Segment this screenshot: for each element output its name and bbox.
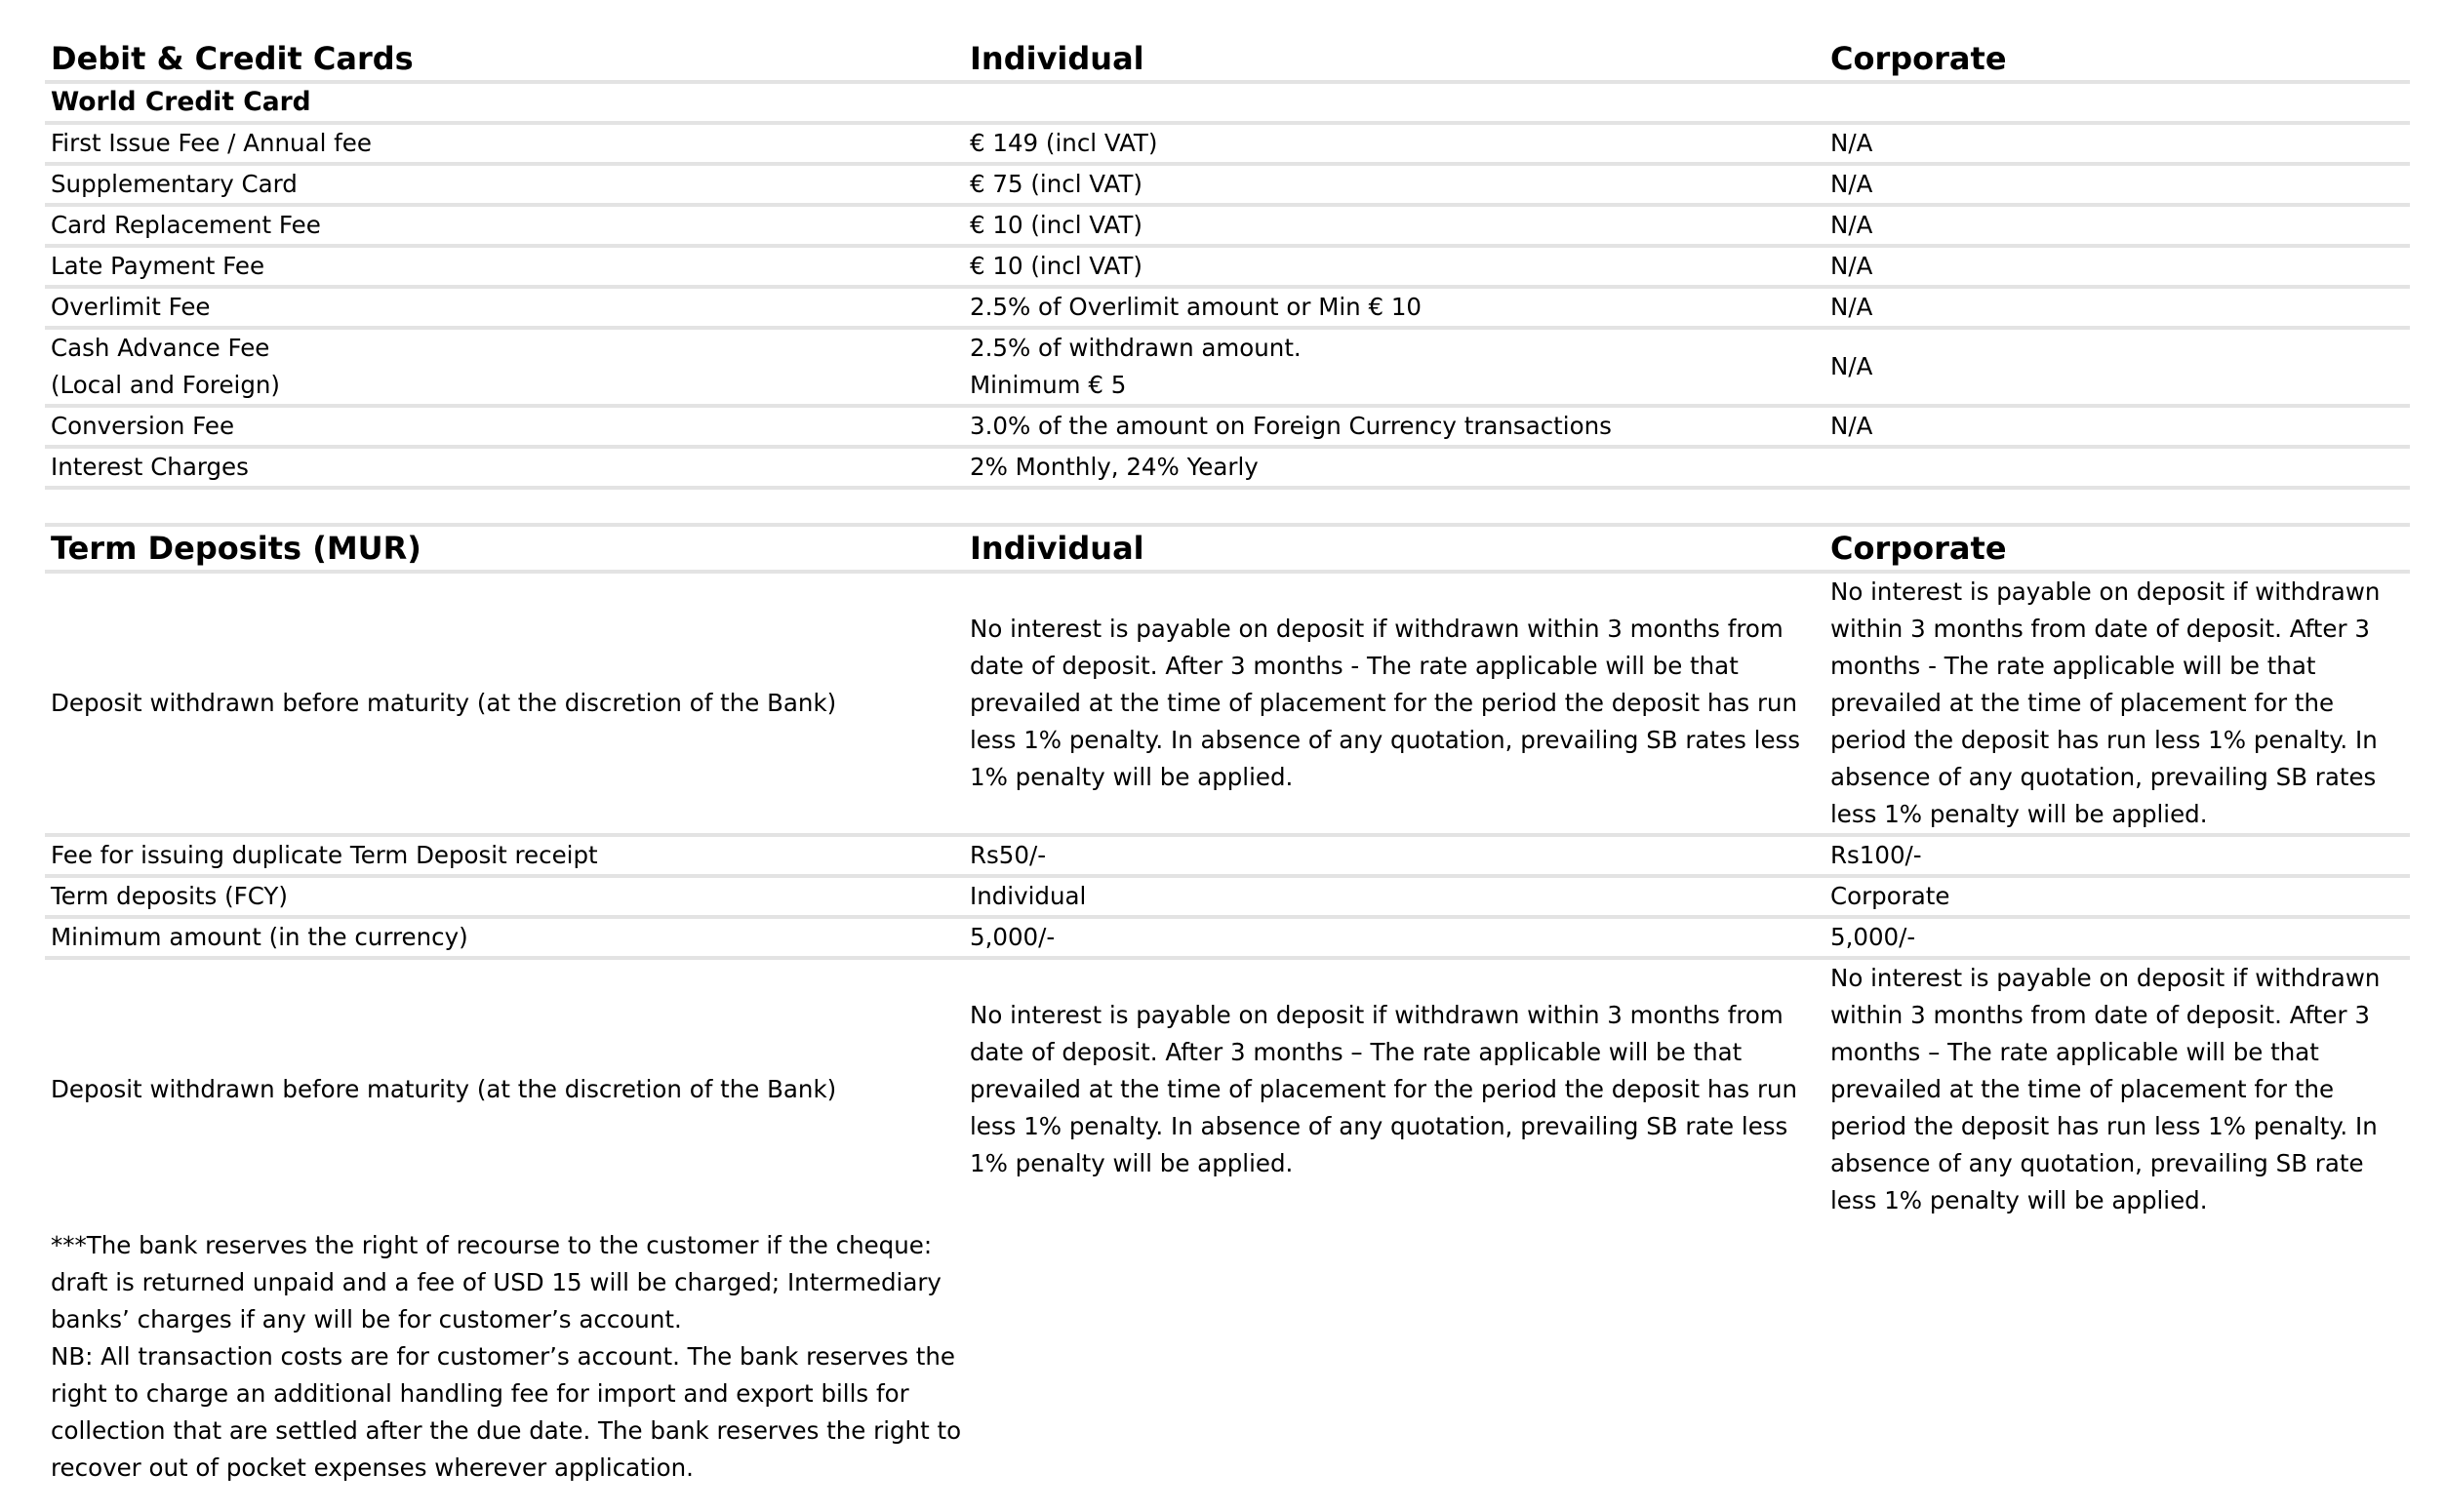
table-row [45,287,2410,328]
corporate-value: N/A [1824,406,2410,447]
table-row [45,876,2410,917]
corporate-value: N/A [1824,328,2410,406]
fee-label [45,328,964,406]
nb-note: NB: All transaction costs are for customer’s account. The bank reserves the right to charge an additional handling fee for import and export bills for collection that are settled after the due date. The bank reserves the right to recover out of pocket expenses wherever application. [51,1342,962,1482]
individual-value: Rs50/- [964,835,1824,876]
deposits-corporate-heading: Corporate [1824,525,2410,572]
fee-schedule [45,37,2410,1219]
individual-value [964,328,1824,406]
cash-advance-label-line: (Local and Foreign) [51,371,280,399]
individual-value: No interest is payable on deposit if withdrawn within 3 months from date of deposit. After 3 months – The rate applicable will be that prevailed at the time of placement for the period the deposit has run less 1% penalty. In absence of any quotation, prevailing SB rate less 1% penalty will be applied. [970,1001,1798,1177]
corporate-value: N/A [1824,205,2410,246]
corporate-value [1824,447,2410,488]
cards-individual-heading: Individual [964,37,1824,82]
individual-value: € 10 (incl VAT) [964,246,1824,287]
fee-label: Late Payment Fee [45,246,964,287]
individual-value: 2% Monthly, 24% Yearly [964,447,1824,488]
corporate-value: Rs100/- [1824,835,2410,876]
fee-label: First Issue Fee / Annual fee [45,123,964,164]
cards-section-title: Debit & Credit Cards [45,37,964,82]
individual-value: € 149 (incl VAT) [964,123,1824,164]
corporate-value: N/A [1824,246,2410,287]
corporate-value: No interest is payable on deposit if withdrawn within 3 months from date of deposit. After 3 months - The rate applicable will be that prevailed at the time of placement for the period the deposit has run less 1% penalty. In absence of any quotation, prevailing SB rates less 1% penalty will be applied. [1824,572,2410,835]
corporate-value: N/A [1824,287,2410,328]
table-row [45,246,2410,287]
table-row [45,164,2410,205]
individual-value: 2.5% of Overlimit amount or Min € 10 [964,287,1824,328]
fee-label: Deposit withdrawn before maturity (at the discretion of the Bank) [45,572,964,835]
deposits-header-row [45,525,2410,572]
world-credit-card-row [45,82,2410,123]
corporate-value: N/A [1824,123,2410,164]
table-row [45,447,2410,488]
individual-value: 5,000/- [964,917,1824,958]
table-row [45,406,2410,447]
cards-corporate-heading: Corporate [1824,37,2410,82]
individual-value: No interest is payable on deposit if withdrawn within 3 months from date of deposit. After 3 months - The rate applicable will be that prevailed at the time of placement for the period the deposit has run less 1% penalty. In absence of any quotation, prevailing SB rates less 1% penalty will be applied. [964,572,1824,835]
table-row [45,205,2410,246]
fee-label: Card Replacement Fee [45,205,964,246]
footnotes [51,1227,968,1487]
table-row [45,328,2410,406]
fee-label: Conversion Fee [45,406,964,447]
individual-value: Individual [964,876,1824,917]
world-credit-card-heading: World Credit Card [45,82,964,123]
table-row [45,123,2410,164]
individual-value: € 75 (incl VAT) [964,164,1824,205]
fee-label: Fee for issuing duplicate Term Deposit receipt [45,835,964,876]
corporate-value: Corporate [1824,876,2410,917]
fee-label: Deposit withdrawn before maturity (at the discretion of the Bank) [51,1075,837,1103]
fee-label: Interest Charges [45,447,964,488]
table-row [45,835,2410,876]
deposits-individual-heading: Individual [964,525,1824,572]
individual-value: € 10 (incl VAT) [964,205,1824,246]
fee-label: Term deposits (FCY) [45,876,964,917]
corporate-value: 5,000/- [1824,917,2410,958]
deposits-section-title: Term Deposits (MUR) [45,525,964,572]
fee-label: Overlimit Fee [45,287,964,328]
fee-table [45,37,2410,1219]
corporate-value: N/A [1824,164,2410,205]
cash-advance-value-line: Minimum € 5 [970,371,1127,399]
cash-advance-label-line: Cash Advance Fee [51,334,270,362]
cash-advance-value-line: 2.5% of withdrawn amount. [970,334,1302,362]
table-row [45,958,2410,1219]
individual-value: 3.0% of the amount on Foreign Currency transactions [964,406,1824,447]
fee-label: Supplementary Card [45,164,964,205]
corporate-value: No interest is payable on deposit if withdrawn within 3 months from date of deposit. After 3 months – The rate applicable will be that prevailed at the time of placement for the period the deposit has run less 1% penalty. In absence of any quotation, prevailing SB rate less 1% penalty will be applied. [1830,964,2381,1214]
table-row [45,917,2410,958]
table-row [45,572,2410,835]
section-spacer [45,488,2410,525]
recourse-note: ***The bank reserves the right of recourse to the customer if the cheque: draft is returned unpaid and a fee of USD 15 will be charged; Intermediary banks’ charges if any will be for customer’s account. [51,1231,942,1333]
cards-header-row [45,37,2410,82]
fee-label: Minimum amount (in the currency) [45,917,964,958]
